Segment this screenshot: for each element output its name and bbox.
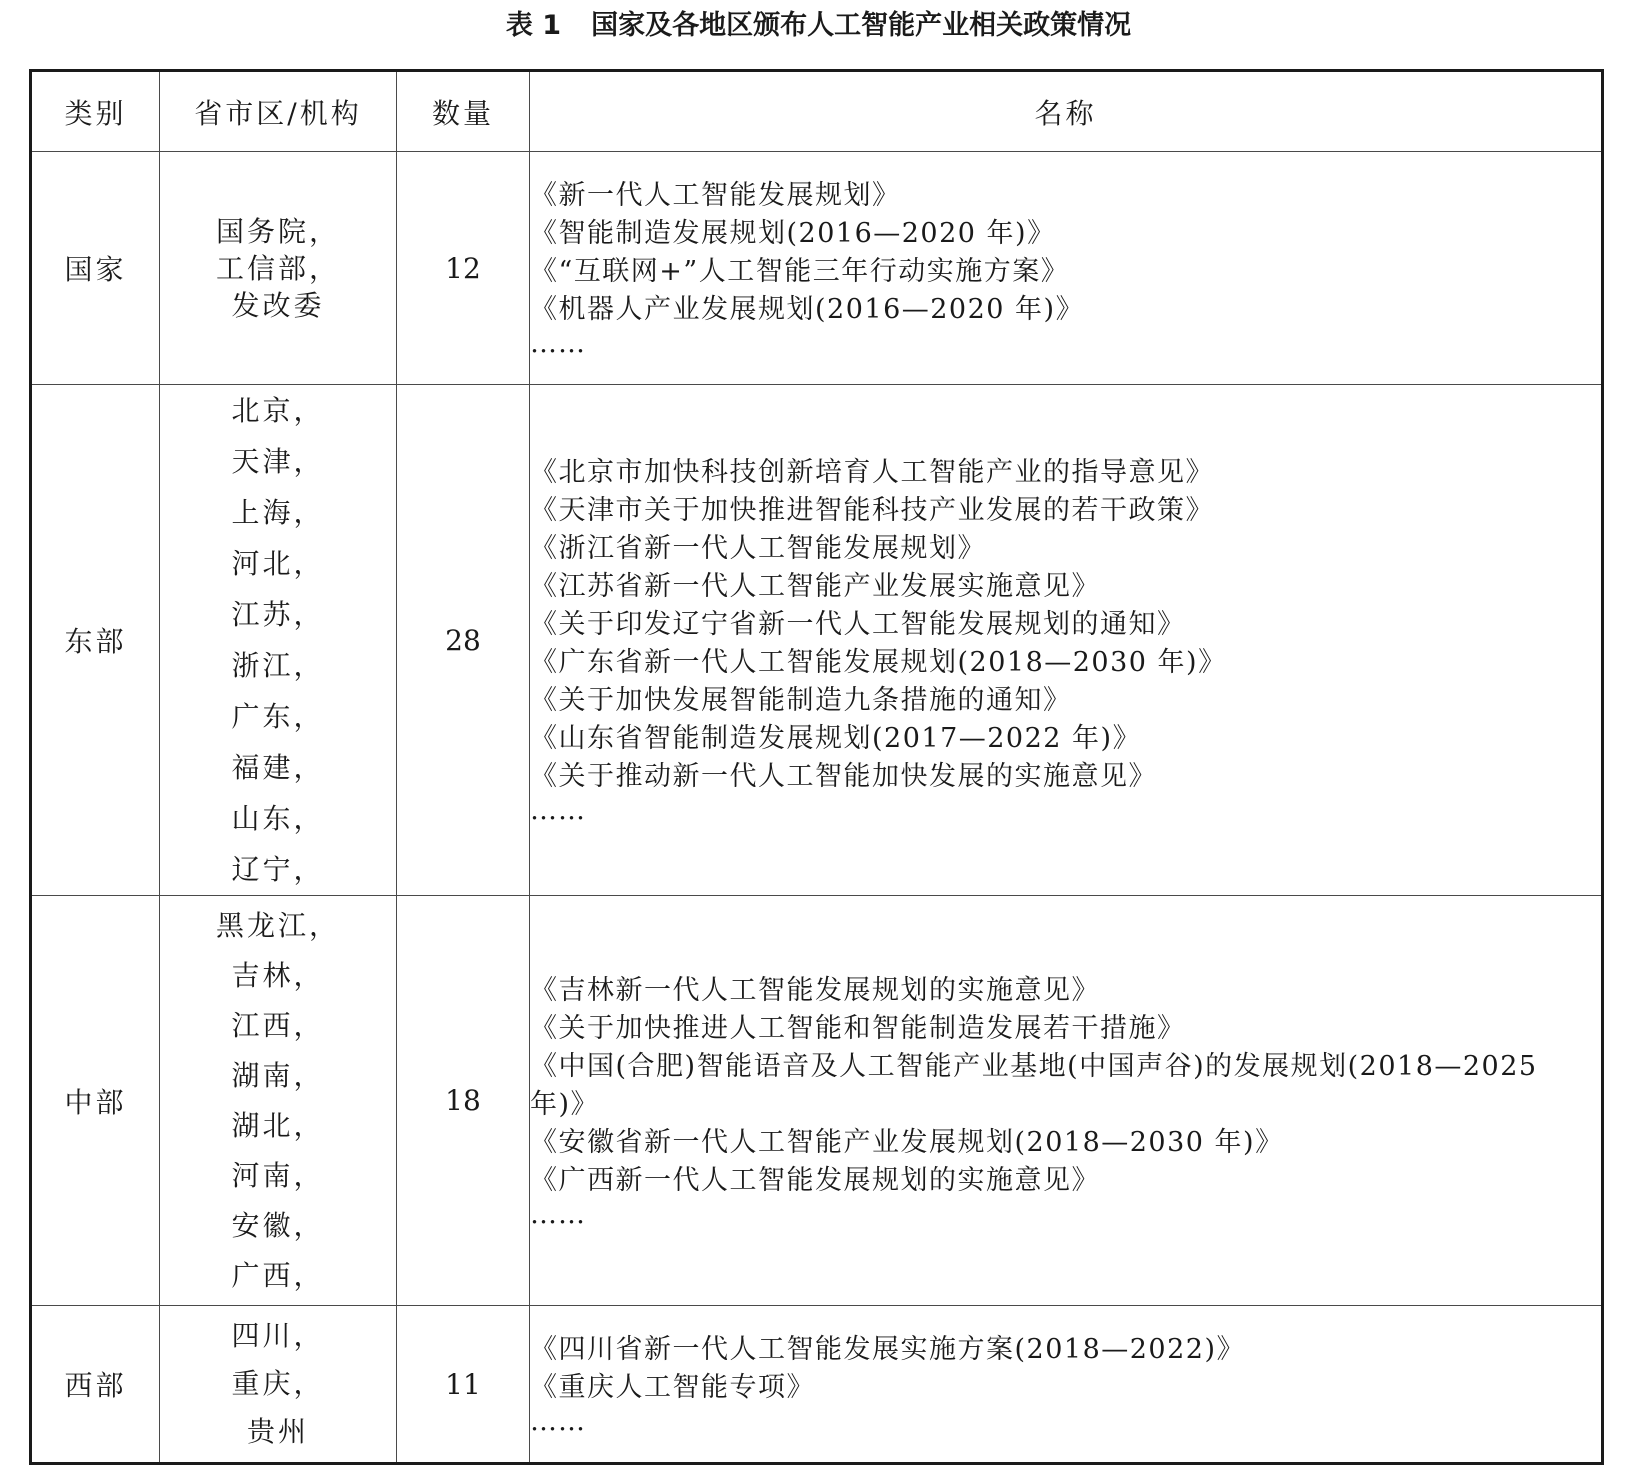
policy-ellipsis: …… [530,328,586,359]
policy-ellipsis: …… [530,795,586,826]
policy-name: 《智能制造发展规划(2016—2020 年)》 [530,218,1056,249]
row-orgs [160,896,397,1306]
org-name: 湖北， [231,1108,325,1142]
org-name: 贵州 [246,1415,309,1448]
table-caption-label: 表 1 [505,10,562,41]
org-name: 四川， [231,1319,325,1352]
policy-ellipsis: …… [530,1198,586,1230]
policy-name: 《吉林新一代人工智能发展规划的实施意见》 [530,974,1100,1006]
row-orgs [160,385,397,896]
org-name: 浙江， [231,649,325,682]
table-caption-text: 国家及各地区颁布人工智能产业相关政策情况 [591,10,1132,41]
table-row [31,1306,1603,1464]
row-orgs [160,152,397,385]
row-count: 18 [397,896,530,1306]
org-name: 河北， [231,547,325,580]
policy-name: 《关于加快发展智能制造九条措施的通知》 [530,685,1072,716]
org-name: 广西， [231,1258,325,1292]
org-name: 江西， [231,1008,325,1042]
policy-table [29,69,1604,1465]
org-name: 天津， [231,445,325,478]
row-policy-names [530,152,1603,385]
org-name: 重庆， [231,1367,325,1400]
policy-name: 《浙江省新一代人工智能发展规划》 [530,533,986,564]
policy-name: 《重庆人工智能专项》 [530,1372,815,1403]
row-policy-names [530,385,1603,896]
row-policy-names [530,896,1603,1306]
policy-name: 《新一代人工智能发展规划》 [530,180,901,211]
row-category: 中部 [31,896,160,1306]
org-name: 山东， [231,802,325,835]
policy-name: 《关于加快推进人工智能和智能制造发展若干措施》 [530,1012,1186,1044]
policy-name: 《关于推动新一代人工智能加快发展的实施意见》 [530,761,1157,792]
org-name: 工信部， [215,251,340,285]
org-name: 湖南， [231,1058,325,1092]
table-row [31,152,1603,385]
policy-name: 《广东省新一代人工智能发展规划(2018—2030 年)》 [530,647,1227,678]
policy-name: 《关于印发辽宁省新一代人工智能发展规划的通知》 [530,609,1186,640]
org-name: 广东， [231,700,325,733]
org-name: 发改委 [231,288,325,322]
org-name: 辽宁， [231,853,325,886]
row-count: 12 [397,152,530,385]
policy-name: 《“互联网+”人工智能三年行动实施方案》 [530,256,1070,287]
policy-name: 《山东省智能制造发展规划(2017—2022 年)》 [530,723,1142,754]
policy-name: 《北京市加快科技创新培育人工智能产业的指导意见》 [530,457,1214,488]
table-caption [0,6,1637,46]
row-count: 28 [397,385,530,896]
row-policy-names [530,1306,1603,1464]
header-names: 名称 [530,71,1603,152]
policy-name: 《广西新一代人工智能发展规划的实施意见》 [530,1164,1100,1196]
org-name: 上海， [231,496,325,529]
header-org: 省市区/机构 [160,71,397,152]
table-row [31,385,1603,896]
policy-ellipsis: …… [530,1406,586,1437]
table-row [31,896,1603,1306]
policy-name: 《中国(合肥)智能语音及人工智能产业基地(中国声谷)的发展规划(2018—2025 年)》 [530,1050,1538,1120]
org-name: 安徽， [231,1208,325,1242]
row-orgs [160,1306,397,1464]
table-header-row [31,71,1603,152]
org-name: 河南， [231,1158,325,1192]
policy-name: 《四川省新一代人工智能发展实施方案(2018—2022)》 [530,1334,1245,1365]
policy-name: 《机器人产业发展规划(2016—2020 年)》 [530,294,1085,325]
row-category: 东部 [31,385,160,896]
header-category: 类别 [31,71,160,152]
policy-name: 《安徽省新一代人工智能产业发展规划(2018—2030 年)》 [530,1126,1284,1158]
row-count: 11 [397,1306,530,1464]
org-name: 吉林， [231,958,325,992]
policy-name: 《天津市关于加快推进智能科技产业发展的若干政策》 [530,495,1214,526]
org-name: 福建， [231,751,325,784]
org-name: 北京， [231,394,325,427]
org-name: 黑龙江， [215,908,340,942]
row-category: 国家 [31,152,160,385]
row-category: 西部 [31,1306,160,1464]
org-name: 江苏， [231,598,325,631]
policy-name: 《江苏省新一代人工智能产业发展实施意见》 [530,571,1100,602]
header-count: 数量 [397,71,530,152]
org-name: 国务院， [215,214,340,248]
